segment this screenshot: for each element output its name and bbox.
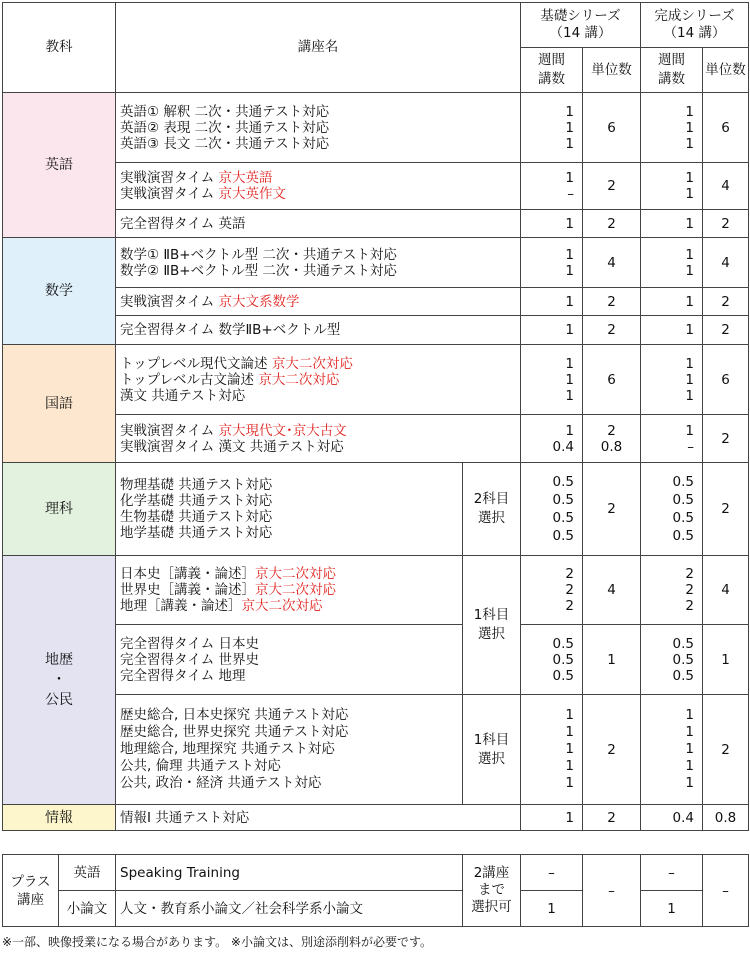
course-social-a: 日本史［講義・論述］京大二次対応 世界史［講義・論述］京大二次対応 地理［講義・論述］京大二次対応: [116, 556, 463, 625]
kiso-units: 2: [583, 695, 641, 805]
kansei-units: 0.8: [703, 805, 749, 831]
kiso-units: 2: [583, 288, 641, 316]
kiso-units: 1: [583, 625, 641, 695]
kiso-weekly: 1: [521, 805, 583, 831]
header-course: 講座名: [116, 3, 521, 93]
kiso-weekly: 1 0.4: [521, 415, 583, 463]
header-subject: 教科: [3, 3, 116, 93]
kansei-units: 2: [703, 288, 749, 316]
kiso-units: 2: [583, 210, 641, 238]
kiso-weekly: 1: [521, 891, 583, 927]
selection-note: 2講座 まで 選択可: [463, 855, 521, 927]
course-english-b: 実戦演習タイム 京大英語 実戦演習タイム 京大英作文: [116, 163, 521, 210]
footnote: ※一部、映像授業になる場合があります。 ※小論文は、別途添削料が必要です。: [2, 935, 433, 949]
kiso-weekly: 1 1 1: [521, 345, 583, 415]
course-japanese-b: 実戦演習タイム 京大現代文･京大古文 実戦演習タイム 漢文 共通テスト対応: [116, 415, 521, 463]
course-japanese-a: トップレベル現代文論述 京大二次対応 トップレベル古文論述 京大二次対応 漢文 共通テスト対応: [116, 345, 521, 415]
kansei-units: 1: [703, 625, 749, 695]
course-math-c: 完全習得タイム 数学ⅡB+ベクトル型: [116, 316, 521, 345]
kiso-units: –: [583, 855, 641, 927]
plus-subject-english: 英語: [59, 855, 116, 891]
kiso-weekly: 0.5 0.5 0.5: [521, 625, 583, 695]
kiso-weekly: 1: [521, 288, 583, 316]
kansei-units: 4: [703, 238, 749, 288]
header-kiso-weekly: 週間 講数: [521, 48, 583, 93]
subject-science: 理科: [3, 463, 116, 556]
kiso-weekly: 1 1: [521, 238, 583, 288]
kansei-units: 2: [703, 210, 749, 238]
kansei-weekly: 1: [641, 288, 703, 316]
subject-japanese: 国語: [3, 345, 116, 463]
course-social-c: 歴史総合, 日本史探究 共通テスト対応 歴史総合, 世界史探究 共通テスト対応 地理総合, 地理探究 共通テスト対応 公共, 倫理 共通テスト対応 公共, 政治・経済 共通テスト対応: [116, 695, 463, 805]
course-english-c: 完全習得タイム 英語: [116, 210, 521, 238]
header-kansei-weekly: 週間 講数: [641, 48, 703, 93]
kiso-units: 2: [583, 316, 641, 345]
kiso-weekly: 2 2 2: [521, 556, 583, 625]
kansei-weekly: 1 1 1: [641, 93, 703, 163]
kansei-weekly: –: [641, 855, 703, 891]
course-social-b: 完全習得タイム 日本史 完全習得タイム 世界史 完全習得タイム 地理: [116, 625, 463, 695]
kansei-weekly: 2 2 2: [641, 556, 703, 625]
course-english-a: 英語① 解釈 二次・共通テスト対応 英語② 表現 二次・共通テスト対応 英語③ 長文 二次・共通テスト対応: [116, 93, 521, 163]
kansei-weekly: 1: [641, 316, 703, 345]
plus-course-table: [2, 854, 749, 927]
course-science: 物理基礎 共通テスト対応 化学基礎 共通テスト対応 生物基礎 共通テスト対応 地学基礎 共通テスト対応: [116, 463, 463, 556]
header-kiso: 基礎シリーズ （14 講）: [521, 3, 641, 48]
kansei-weekly: 1 –: [641, 415, 703, 463]
kansei-units: 4: [703, 163, 749, 210]
selection-note: 1科目 選択: [463, 695, 521, 805]
subject-english: 英語: [3, 93, 116, 238]
kiso-units: 4: [583, 556, 641, 625]
course-speaking: Speaking Training: [116, 855, 463, 891]
kansei-units: 6: [703, 345, 749, 415]
kiso-weekly: –: [521, 855, 583, 891]
kiso-units: 6: [583, 93, 641, 163]
kiso-weekly: 1 1 1: [521, 93, 583, 163]
subject-math: 数学: [3, 238, 116, 345]
kansei-weekly: 0.5 0.5 0.5: [641, 625, 703, 695]
course-table: [2, 2, 749, 831]
selection-note: 1科目 選択: [463, 556, 521, 695]
kansei-units: 2: [703, 316, 749, 345]
kiso-weekly: 1: [521, 210, 583, 238]
kiso-weekly: 1 1 1 1 1: [521, 695, 583, 805]
kiso-weekly: 1 –: [521, 163, 583, 210]
kansei-weekly: 1 1: [641, 238, 703, 288]
kiso-units: 4: [583, 238, 641, 288]
kansei-units: 2: [703, 695, 749, 805]
kansei-weekly: 1 1: [641, 163, 703, 210]
course-info: 情報Ⅰ 共通テスト対応: [116, 805, 521, 831]
course-essay: 人文・教育系小論文／社会科学系小論文: [116, 891, 463, 927]
kansei-weekly: 1 1 1 1 1: [641, 695, 703, 805]
kansei-weekly: 0.5 0.5 0.5 0.5: [641, 463, 703, 556]
selection-note: 2科目 選択: [463, 463, 521, 556]
header-kiso-units: 単位数: [583, 48, 641, 93]
kansei-units: –: [703, 855, 749, 927]
kansei-units: 2: [703, 463, 749, 556]
kansei-weekly: 1 1 1: [641, 345, 703, 415]
header-kansei-units: 単位数: [703, 48, 749, 93]
course-math-a: 数学① ⅡB+ベクトル型 二次・共通テスト対応 数学② ⅡB+ベクトル型 二次・共通テスト対応: [116, 238, 521, 288]
course-math-b: 実戦演習タイム 京大文系数学: [116, 288, 521, 316]
plus-label: プラス 講座: [3, 855, 59, 927]
kiso-weekly: 1: [521, 316, 583, 345]
subject-info: 情報: [3, 805, 116, 831]
kiso-units: 2: [583, 805, 641, 831]
kiso-units: 2: [583, 463, 641, 556]
kansei-units: 6: [703, 93, 749, 163]
header-kansei: 完成シリーズ （14 講）: [641, 3, 749, 48]
kansei-units: 4: [703, 556, 749, 625]
kiso-units: 6: [583, 345, 641, 415]
kansei-units: 2: [703, 415, 749, 463]
kiso-units: 2: [583, 163, 641, 210]
subject-social: 地歴 ・ 公民: [3, 556, 116, 805]
plus-subject-essay: 小論文: [59, 891, 116, 927]
kansei-weekly: 0.4: [641, 805, 703, 831]
kansei-weekly: 1: [641, 210, 703, 238]
kansei-weekly: 1: [641, 891, 703, 927]
kiso-units: 2 0.8: [583, 415, 641, 463]
kiso-weekly: 0.5 0.5 0.5 0.5: [521, 463, 583, 556]
